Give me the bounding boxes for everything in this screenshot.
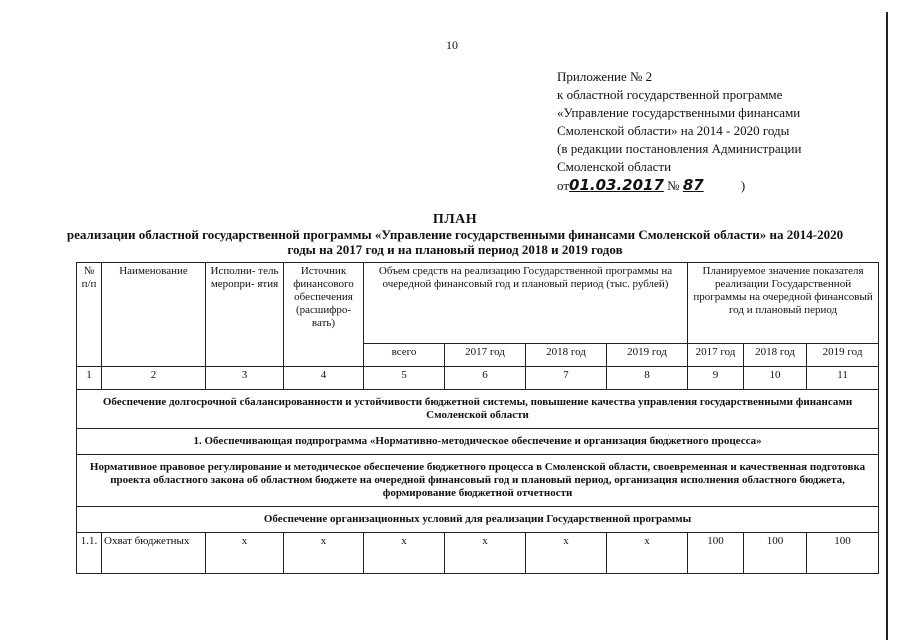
header-source: Источник финансового обеспечения (расшифро- вать) [284, 263, 364, 367]
plan-table [76, 262, 879, 574]
col-num-cell: 2 [102, 367, 206, 390]
handwritten-number: 87 [682, 176, 704, 194]
col-num-cell: 3 [206, 367, 284, 390]
col-num-cell: 5 [364, 367, 445, 390]
col-num-cell: 9 [688, 367, 744, 390]
table-row [77, 533, 879, 574]
section-goal: Обеспечение долгосрочной сбалансированности и устойчивости бюджетной системы, повышение качества управления государственными финансами Смоленской области [77, 390, 879, 429]
section-goal-row [77, 390, 879, 429]
page-edge-rule [886, 12, 888, 640]
handwritten-date: 01.03.2017 [569, 176, 664, 194]
task-title: Нормативное правовое регулирование и методическое обеспечение бюджетного процесса в Смоленской области, своевременная и качественная подготовка проекта областного закона об областном бюджете на очередной финансовый год и плановый период, организация исполнения областного бюджета, формирование бюджетной отчетности [77, 455, 879, 507]
org-conditions-title: Обеспечение организационных условий для реализации Государственной программы [77, 507, 879, 533]
appendix-block [557, 68, 801, 195]
subprogram-row [77, 429, 879, 455]
subheader-2018: 2018 год [526, 344, 607, 367]
col-num-cell: 1 [77, 367, 102, 390]
row-source: х [284, 533, 364, 574]
from-prefix: от [557, 178, 570, 193]
appendix-line: (в редакции постановления Администрации [557, 141, 802, 156]
title-sub: реализации областной государственной программы «Управление государственными финансами Смоленской области» на 2014-2020 годы на 2017 год и на плановый период 2018 и 2019 годов [66, 227, 844, 257]
subheader-plan-2019: 2019 год [807, 344, 879, 367]
row-plan-2019: 100 [807, 533, 879, 574]
col-num-cell: 11 [807, 367, 879, 390]
row-2019: х [607, 533, 688, 574]
appendix-line: Смоленской области [557, 159, 672, 174]
org-conditions-row [77, 507, 879, 533]
row-num: 1.1. [77, 533, 102, 574]
appendix-line: Смоленской области» на 2014 - 2020 годы [557, 123, 790, 138]
task-row [77, 455, 879, 507]
document-title [60, 212, 850, 257]
col-num-cell: 7 [526, 367, 607, 390]
header-planned: Планируемое значение показателя реализации Государственной программы на очередной финансовый год и плановый период [688, 263, 879, 344]
column-numbers-row [77, 367, 879, 390]
header-executor: Исполни- тель меропри- ятия [206, 263, 284, 367]
row-2017: х [445, 533, 526, 574]
col-num-cell: 8 [607, 367, 688, 390]
page-number: 10 [446, 38, 458, 52]
table-header-row [77, 263, 879, 344]
subprogram-title: 1. Обеспечивающая подпрограмма «Нормативно-методическое обеспечение и организация бюджетного процесса» [77, 429, 879, 455]
number-prefix: № [667, 178, 680, 193]
title-main: ПЛАН [432, 212, 478, 227]
close-paren: ) [740, 178, 746, 193]
col-num-cell: 4 [284, 367, 364, 390]
row-executor: х [206, 533, 284, 574]
appendix-line: Приложение № 2 [557, 69, 653, 84]
row-name: Охват бюджетных [102, 533, 206, 574]
col-num-cell: 10 [744, 367, 807, 390]
row-plan-2018: 100 [744, 533, 807, 574]
subheader-2017: 2017 год [445, 344, 526, 367]
col-num-cell: 6 [445, 367, 526, 390]
subheader-2019: 2019 год [607, 344, 688, 367]
appendix-date-line [557, 176, 801, 195]
header-name: Наименование [102, 263, 206, 367]
row-2018: х [526, 533, 607, 574]
subheader-plan-2017: 2017 год [688, 344, 744, 367]
appendix-line: «Управление государственными финансами [557, 105, 801, 120]
row-plan-2017: 100 [688, 533, 744, 574]
subheader-total: всего [364, 344, 445, 367]
subheader-plan-2018: 2018 год [744, 344, 807, 367]
row-total: х [364, 533, 445, 574]
header-volume: Объем средств на реализацию Государственной программы на очередной финансовый год и плановый период (тыс. рублей) [364, 263, 688, 344]
appendix-line: к областной государственной программе [557, 87, 783, 102]
header-num: № п/п [77, 263, 102, 367]
